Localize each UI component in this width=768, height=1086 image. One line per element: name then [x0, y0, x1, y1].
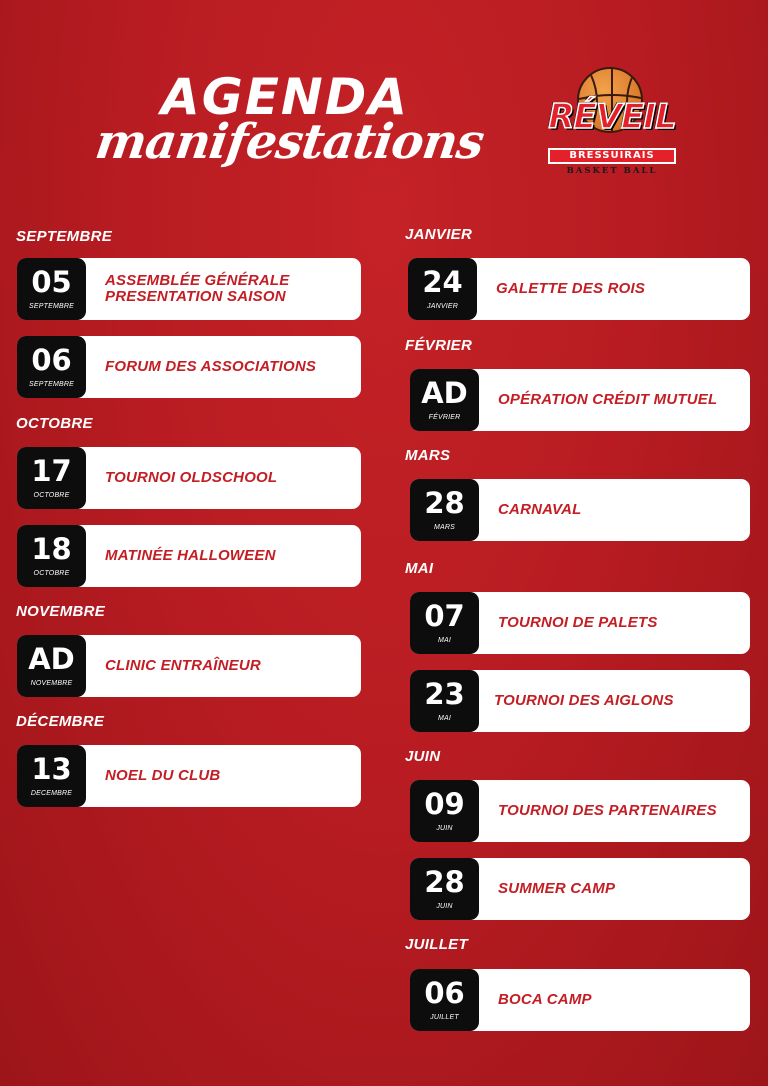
date-day: 06 — [31, 343, 72, 377]
event-card — [410, 780, 750, 842]
month-heading: JUILLET — [405, 936, 468, 953]
event-title: OPÉRATION CRÉDIT MUTUEL — [498, 391, 718, 408]
date-badge — [408, 258, 477, 320]
event-card — [410, 369, 750, 431]
date-badge — [410, 780, 479, 842]
event-title: MATINÉE HALLOWEEN — [105, 547, 276, 564]
date-badge — [17, 525, 86, 587]
date-badge — [410, 858, 479, 920]
club-logo — [540, 62, 685, 182]
date-month: JUILLET — [430, 1014, 459, 1021]
date-badge — [17, 336, 86, 398]
date-badge — [17, 745, 86, 807]
date-month: OCTOBRE — [33, 492, 70, 499]
event-title: CARNAVAL — [498, 501, 582, 518]
date-month: OCTOBRE — [33, 570, 70, 577]
date-day: 18 — [31, 532, 72, 566]
event-title: ASSEMBLÉE GÉNÉRALE PRESENTATION SAISON — [105, 272, 290, 305]
page-subtitle: manifestations — [92, 114, 487, 170]
date-badge — [410, 670, 479, 732]
event-card — [17, 635, 361, 697]
event-title: FORUM DES ASSOCIATIONS — [105, 358, 317, 375]
date-month: JUIN — [436, 903, 453, 910]
month-heading: JANVIER — [405, 226, 473, 243]
event-title: TOURNOI DE PALETS — [498, 614, 658, 631]
event-title: TOURNOI DES AIGLONS — [494, 692, 674, 709]
month-heading: FÉVRIER — [405, 337, 473, 354]
month-heading: MARS — [405, 447, 451, 464]
logo-bar: BRESSUIRAIS — [548, 148, 676, 164]
month-heading: MAI — [405, 560, 434, 577]
month-heading: JUIN — [405, 748, 441, 765]
event-card — [410, 592, 750, 654]
event-card — [17, 525, 361, 587]
logo-word: RÉVEIL — [548, 97, 676, 137]
date-day: 23 — [424, 677, 465, 711]
date-badge — [410, 969, 479, 1031]
event-title: TOURNOI DES PARTENAIRES — [498, 802, 717, 819]
date-day: 05 — [31, 265, 72, 299]
page-title: AGENDA — [161, 68, 409, 126]
date-month: MAI — [437, 715, 452, 722]
event-card — [410, 479, 750, 541]
date-month: JUIN — [436, 825, 453, 832]
date-badge — [17, 447, 86, 509]
event-card — [17, 447, 361, 509]
date-day: AD — [421, 376, 468, 410]
date-day: 28 — [424, 865, 465, 899]
event-title: TOURNOI OLDSCHOOL — [105, 469, 278, 486]
date-day: 28 — [424, 486, 465, 520]
month-heading: DÉCEMBRE — [16, 713, 105, 730]
date-badge — [410, 369, 479, 431]
event-card — [17, 336, 361, 398]
date-month: FÉVRIER — [428, 414, 461, 421]
date-month: MARS — [433, 524, 456, 531]
event-title: BOCA CAMP — [498, 991, 592, 1008]
date-month: SEPTEMBRE — [29, 303, 74, 310]
date-badge — [410, 592, 479, 654]
date-day: 06 — [424, 976, 465, 1010]
date-month: MAI — [437, 637, 452, 644]
date-day: 07 — [424, 599, 465, 633]
month-heading: OCTOBRE — [16, 415, 93, 432]
date-day: 17 — [31, 454, 72, 488]
event-card — [408, 258, 750, 320]
date-month: SEPTEMBRE — [29, 381, 74, 388]
date-day: 13 — [31, 752, 72, 786]
date-badge — [410, 479, 479, 541]
event-title: GALETTE DES ROIS — [496, 280, 646, 297]
date-day: AD — [28, 642, 75, 676]
date-month: DECEMBRE — [30, 790, 73, 797]
logo-subtitle: BASKET BALL — [566, 166, 658, 176]
date-day: 09 — [424, 787, 465, 821]
event-card — [17, 258, 361, 320]
date-month: NOVEMBRE — [30, 680, 73, 687]
event-title: NOEL DU CLUB — [105, 767, 221, 784]
date-badge — [17, 258, 86, 320]
date-badge — [17, 635, 86, 697]
month-heading: SEPTEMBRE — [16, 228, 113, 245]
date-day: 24 — [422, 265, 463, 299]
date-month: JANVIER — [427, 303, 458, 310]
event-title: CLINIC ENTRAÎNEUR — [105, 657, 261, 674]
event-card — [410, 969, 750, 1031]
month-heading: NOVEMBRE — [16, 603, 106, 620]
event-card — [410, 858, 750, 920]
event-card — [410, 670, 750, 732]
event-card — [17, 745, 361, 807]
event-title: SUMMER CAMP — [498, 880, 616, 897]
